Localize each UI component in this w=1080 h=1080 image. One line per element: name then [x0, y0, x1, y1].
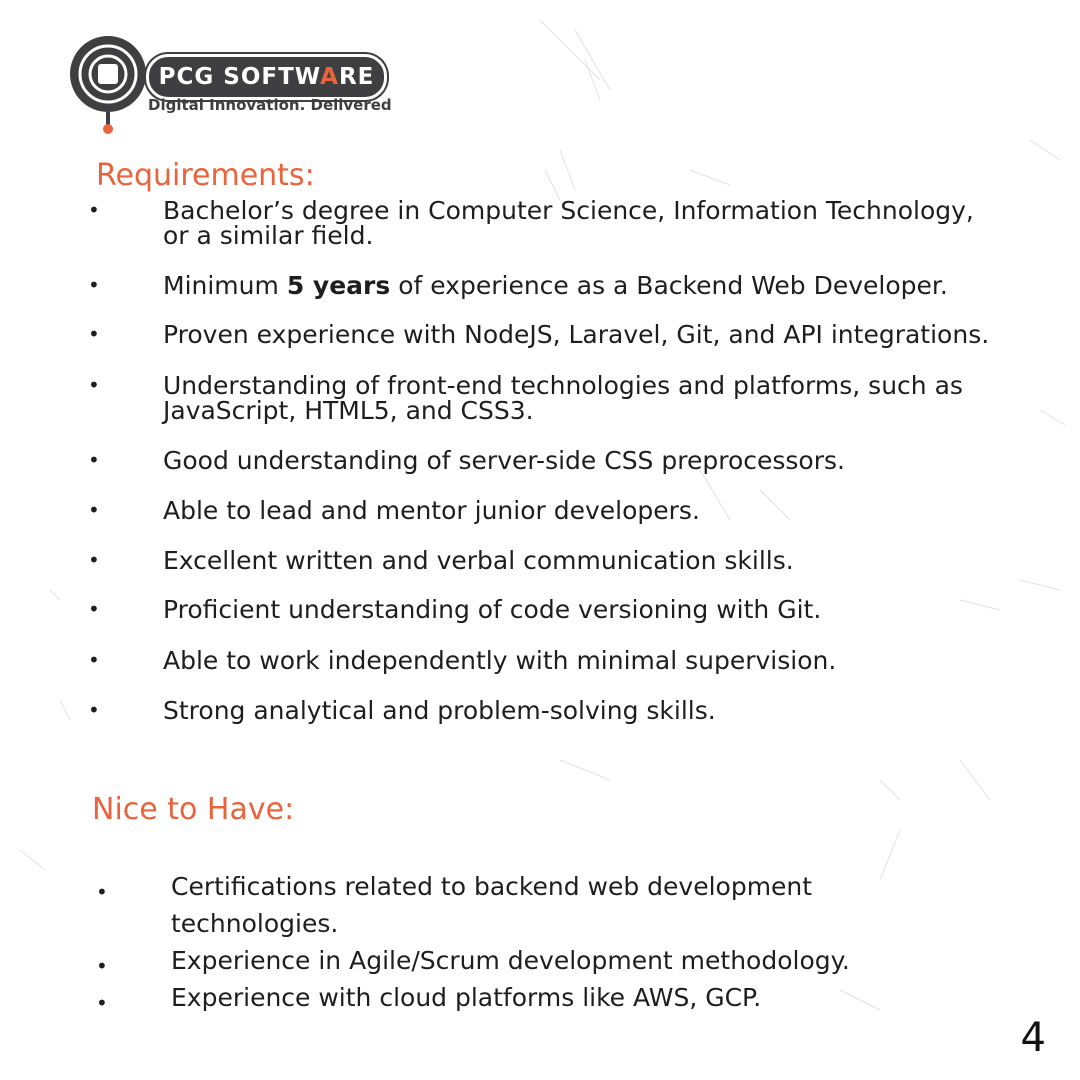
bullet: • [96, 991, 108, 1015]
bullet: • [88, 498, 100, 522]
bullet: • [88, 698, 100, 722]
bullet: • [96, 880, 108, 904]
emphasis-years: 5 years [286, 271, 391, 300]
bullet: • [88, 322, 100, 346]
bullet: • [88, 648, 100, 672]
bullet: • [88, 198, 100, 222]
logo-tagline: Digital Innovation. Delivered [148, 96, 392, 114]
bullet: • [88, 273, 100, 297]
bullet: • [88, 373, 100, 397]
page-number: 4 [1020, 1015, 1046, 1061]
bullet: • [96, 954, 108, 978]
nice-to-have-heading: Nice to Have: [92, 792, 295, 827]
bullet: • [88, 448, 100, 472]
pcg-software-logo [62, 34, 392, 138]
bullet: • [88, 548, 100, 572]
nice-to-have-list: • Certifications related to backend web development technologies. • Experience in Agile/Scrum development methodology. • Experience with cloud platforms like AWS, GCP. [96, 868, 996, 1018]
logo-wordmark: PCG SOFTWARE [146, 54, 387, 100]
bullet: • [88, 597, 100, 621]
requirements-heading: Requirements: [96, 158, 315, 193]
requirements-list: • Bachelor’s degree in Computer Science, Information Technology, or a similar field. • Minimum 5 years of experience as a Backend Web Developer. • Proven experience with NodeJS, Laravel, Git, and API integrations. • Understanding of front-end technologies and platforms, such as JavaScript, HTML5, and CSS3. • Good understanding of server-side CSS preprocessors. • Able to lead and mentor junior developers. • Excellent written and verbal communication skills. • Proficient understanding of code versioning with Git. • Able to work independently with minimal supervision. • Strong analytical and problem-solving skills. [88, 196, 990, 725]
